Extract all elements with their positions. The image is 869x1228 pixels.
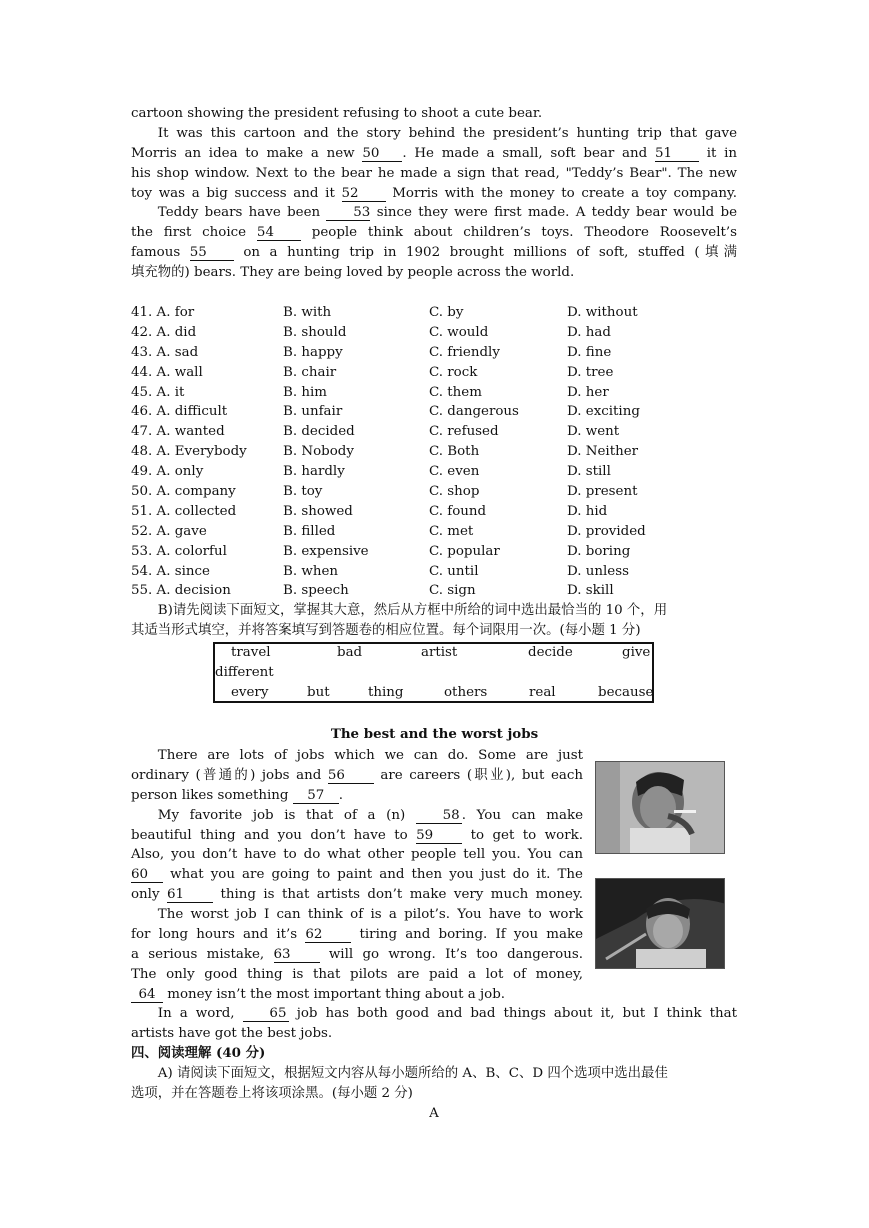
text-line: My favorite job is that of a (n) 58 . You can make	[157, 807, 583, 823]
option-n: 44. A. wall	[131, 364, 203, 380]
option-b: B. filled	[283, 523, 336, 539]
option-b: B. decided	[283, 424, 355, 440]
option-b: B. with	[283, 305, 332, 320]
text-line: There are lots of jobs which we can do. Some are just	[157, 748, 583, 763]
blank-64: 64	[131, 987, 163, 1003]
option-b: B. when	[283, 563, 338, 579]
option-c: C. until	[429, 563, 479, 579]
word: others	[444, 685, 488, 700]
option-row	[131, 502, 737, 522]
option-n: 50. A. company	[131, 484, 236, 500]
blank-61: 61	[167, 887, 213, 903]
blank-62: 62	[305, 927, 351, 943]
section-b-instructions	[131, 601, 737, 641]
word: travel	[231, 645, 271, 660]
option-b: B. showed	[283, 503, 353, 519]
option-b: B. speech	[283, 583, 349, 599]
word: give	[622, 645, 651, 660]
option-c: C. them	[429, 384, 482, 400]
option-c: C. Both	[429, 444, 480, 460]
option-n: 51. A. collected	[131, 503, 237, 519]
article-title: The best and the worst jobs	[330, 726, 539, 742]
section-heading: 四、阅读理解 (40 分)	[131, 1045, 266, 1061]
text-line: 其适当形式填空，并将答案填写到答题卷的相应位置。每个词限用一次。(每小题 1 分)	[131, 622, 641, 638]
option-row	[131, 402, 737, 422]
text-line: 64 money isn’t the most important thing about a job.	[131, 985, 583, 1005]
section-4	[131, 1044, 737, 1124]
text-line: for long hours and it’s 62 tiring and boring. If you make	[131, 927, 584, 943]
blank-55: 55	[190, 245, 234, 261]
options-list	[131, 303, 737, 601]
option-b: B. toy	[283, 484, 323, 500]
option-n: 47. A. wanted	[131, 424, 225, 440]
word: decide	[528, 645, 573, 660]
option-d: D. had	[567, 324, 611, 340]
pilot-image	[596, 879, 725, 969]
option-d: D. Neither	[567, 444, 639, 460]
text-line: the first choice 54 people think about children’s toys. Theodore Roosevelt’s	[131, 225, 738, 241]
option-d: D. went	[567, 424, 620, 440]
option-b: B. happy	[283, 344, 343, 360]
option-row	[131, 422, 737, 442]
option-c: C. rock	[429, 364, 478, 380]
word: different	[215, 665, 274, 680]
option-row	[131, 462, 737, 482]
option-n: 43. A. sad	[131, 344, 199, 360]
option-b: B. expensive	[283, 543, 369, 559]
text-line: 选项，并在答题卷上将该项涂黑。(每小题 2 分)	[131, 1085, 413, 1101]
text-line: The only good thing is that pilots are paid a lot of money,	[131, 966, 583, 982]
option-n: 49. A. only	[131, 464, 204, 480]
option-c: C. found	[429, 503, 487, 519]
option-n: 45. A. it	[131, 384, 185, 400]
option-row	[131, 363, 737, 383]
option-n: 42. A. did	[131, 324, 197, 340]
text-line: only 61 thing is that artists don’t make very much money.	[131, 887, 584, 903]
option-d: D. provided	[567, 523, 646, 539]
option-d: D. unless	[567, 563, 629, 579]
pilot-photo	[595, 878, 725, 969]
option-n: 41. A. for	[131, 305, 195, 320]
option-c: C. by	[429, 305, 464, 320]
word: because	[598, 685, 654, 700]
option-n: 46. A. difficult	[131, 404, 228, 420]
option-row	[131, 323, 737, 343]
option-d: D. hid	[567, 503, 608, 519]
text-line: The worst job I can think of is a pilot’s. You have to work	[157, 907, 583, 923]
option-c: C. dangerous	[429, 404, 519, 420]
text-line: his shop window. Next to the bear he made a sign that read, "Teddy’s Bear". The new	[131, 165, 737, 181]
option-row	[131, 562, 737, 582]
option-n: 48. A. Everybody	[131, 444, 247, 460]
text-line: artists have got the best jobs.	[131, 1025, 333, 1041]
option-d: D. exciting	[567, 404, 640, 420]
option-b: B. chair	[283, 364, 337, 380]
blank-50: 50	[362, 146, 402, 162]
blank-63: 63	[274, 947, 320, 963]
blank-52: 52	[342, 186, 386, 202]
man-smoking-photo	[595, 761, 725, 854]
option-d: D. without	[567, 305, 638, 320]
word: every	[231, 685, 269, 700]
blank-59: 59	[416, 828, 462, 844]
word: but	[307, 685, 330, 700]
blank-65: 65	[243, 1006, 289, 1022]
text-line: famous 55 on a hunting trip in 1902 brought millions of soft, stuffed (填满	[131, 245, 738, 261]
word: real	[529, 685, 556, 700]
text-line: a serious mistake, 63 will go wrong. It’s too dangerous.	[131, 946, 583, 962]
blank-53: 53	[326, 205, 370, 221]
text-line: ordinary (普通的) jobs and 56 are careers (职业), but each	[131, 767, 584, 783]
article-body	[131, 746, 583, 1005]
option-c: C. met	[429, 523, 474, 539]
passage-label: A	[429, 1105, 439, 1121]
option-c: C. refused	[429, 424, 499, 440]
article-conclusion	[131, 1004, 737, 1044]
text-line: A) 请阅读下面短文，根据短文内容从每小题所给的 A、B、C、D 四个选项中选出最佳	[157, 1065, 668, 1081]
word-box	[213, 642, 654, 703]
option-n: 53. A. colorful	[131, 543, 227, 559]
option-row	[131, 383, 737, 403]
option-c: C. shop	[429, 484, 480, 500]
cloze-passage-end	[131, 104, 737, 283]
option-row	[131, 442, 737, 462]
blank-51: 51	[655, 146, 699, 162]
blank-56: 56	[328, 768, 374, 784]
option-b: B. him	[283, 384, 327, 400]
option-n: 55. A. decision	[131, 583, 231, 599]
word: bad	[337, 645, 363, 660]
option-row	[131, 581, 737, 601]
option-n: 54. A. since	[131, 563, 210, 579]
text-line: Morris an idea to make a new 50 . He made a small, soft bear and 51 it in	[131, 145, 737, 161]
option-b: B. hardly	[283, 464, 345, 480]
option-c: C. would	[429, 324, 489, 340]
text-line: In a word, 65 job has both good and bad things about it, but I think that	[157, 1006, 737, 1021]
text-line: 60 what you are going to paint and then you just do it. The	[131, 867, 583, 883]
option-b: B. Nobody	[283, 444, 354, 460]
option-c: C. sign	[429, 583, 476, 599]
option-c: C. even	[429, 464, 480, 480]
text-line: It was this cartoon and the story behind the president’s hunting trip that gave	[157, 125, 737, 141]
text-line: toy was a big success and it 52 Morris with the money to create a toy company.	[131, 185, 737, 201]
word: thing	[368, 685, 404, 700]
option-c: C. friendly	[429, 344, 500, 360]
option-row	[131, 522, 737, 542]
blank-54: 54	[257, 225, 301, 241]
option-n: 52. A. gave	[131, 523, 207, 539]
option-d: D. tree	[567, 364, 614, 380]
option-row	[131, 303, 737, 323]
option-d: D. still	[567, 464, 611, 480]
word: artist	[421, 645, 458, 660]
option-row	[131, 482, 737, 502]
text-line: B)请先阅读下面短文，掌握其大意，然后从方框中所给的词中选出最恰当的 10 个，用	[157, 603, 668, 618]
option-b: B. should	[283, 324, 347, 340]
text-line: person likes something 57 .	[131, 787, 344, 803]
text-line: cartoon showing the president refusing to shoot a cute bear.	[131, 106, 543, 121]
option-b: B. unfair	[283, 404, 343, 420]
blank-57: 57	[293, 788, 339, 804]
text-line: Also, you don’t have to do what other people tell you. You can	[131, 847, 583, 863]
blank-60: 60	[131, 867, 163, 883]
man-smoking-image	[596, 762, 725, 854]
option-c: C. popular	[429, 543, 500, 559]
option-d: D. fine	[567, 344, 612, 360]
option-d: D. present	[567, 484, 638, 500]
text-line: beautiful thing and you don’t have to 59 to get to work.	[131, 827, 583, 843]
option-row	[131, 542, 737, 562]
text-line: 填充物的) bears. They are being loved by people across the world.	[131, 265, 575, 281]
option-d: D. her	[567, 384, 609, 400]
option-row	[131, 343, 737, 363]
option-d: D. boring	[567, 543, 631, 559]
blank-58: 58	[416, 808, 462, 824]
option-d: D. skill	[567, 583, 614, 599]
text-line: Teddy bears have been 53 since they were first made. A teddy bear would be	[157, 205, 737, 221]
